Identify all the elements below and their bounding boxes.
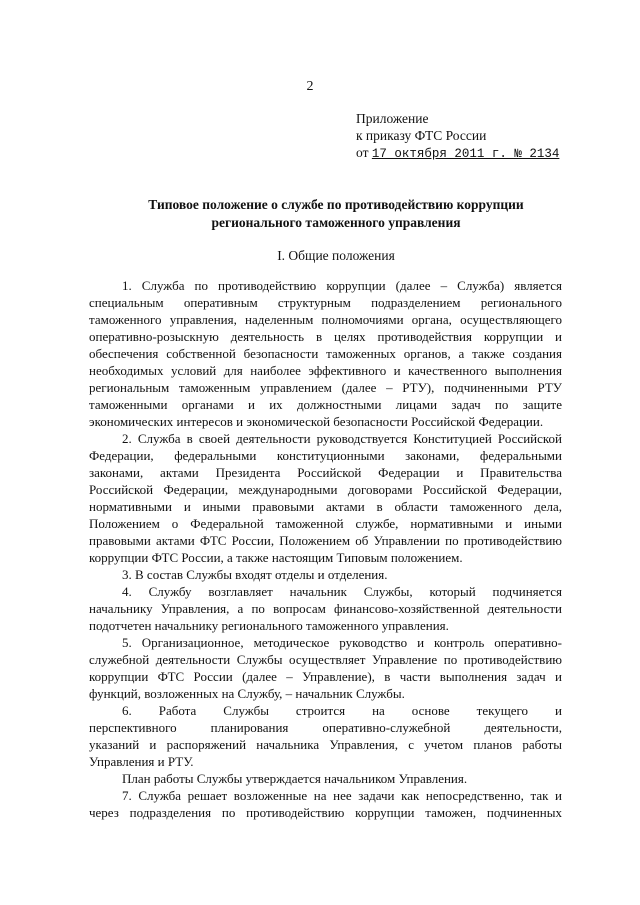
appendix-line-1: Приложение xyxy=(356,111,429,126)
body-line: коррупции ФТС России, а также настоящим Типовым положением. xyxy=(89,550,463,565)
document-title-line-2: регионального таможенного управления xyxy=(211,215,461,230)
body-line: указаний и распоряжений начальника Управления, с учетом планов работы xyxy=(89,737,562,752)
body-line: перспективного планирования оперативно-служебной деятельности, xyxy=(89,720,562,735)
body-line: коррупции ФТС России (далее – Управление), в части выполнения задач и xyxy=(89,669,562,684)
appendix-block xyxy=(356,110,559,163)
document-title-line-1: Типовое положение о службе по противодействию коррупции xyxy=(148,197,524,212)
body-line: 6. Работа Службы строится на основе текущего и xyxy=(122,703,562,718)
body-line: 4. Службу возглавляет начальник Службы, который подчиняется xyxy=(122,584,562,599)
body-line: нормативными и иными правовыми актами в области таможенного дела, xyxy=(89,499,562,514)
body-line: Федерации, федеральными конституционными законами, федеральными xyxy=(89,448,562,463)
body-line: региональным таможенным управлением (далее – РТУ), подчиненными РТУ xyxy=(89,380,562,395)
body-line: через подразделения по противодействию коррупции таможен, подчиненных xyxy=(89,805,562,820)
body-line: 3. В состав Службы входят отделы и отделения. xyxy=(122,567,388,582)
body-line: Положением о Федеральной таможенной службе, нормативными и иными xyxy=(89,516,562,531)
body-line: специальным оперативным структурным подразделением регионального xyxy=(89,295,562,310)
body-line: таможенного управления, наделенным полномочиями органа, осуществляющего xyxy=(89,312,562,327)
document-body xyxy=(89,277,562,821)
body-line: 5. Организационное, методическое руководство и контроль оперативно- xyxy=(122,635,562,650)
body-line: 2. Служба в своей деятельности руководствуется Конституцией Российской xyxy=(122,431,562,446)
body-line: Российской Федерации, международными договорами Российской Федерации, xyxy=(89,482,562,497)
page-number: 2 xyxy=(306,79,314,94)
body-line: экономических интересов и экономической безопасности Российской Федерации. xyxy=(89,414,544,429)
body-line: необходимых условий для наиболее эффективного и качественного выполнения xyxy=(89,363,562,378)
body-line: функций, возложенных на Службу, – начальник Службы. xyxy=(89,686,405,701)
body-line: правовыми актами ФТС России, Положением об Управлении по противодействию xyxy=(89,533,562,548)
appendix-order-date: 17 октября 2011 г. № 2134 xyxy=(371,147,560,161)
body-line: 1. Служба по противодействию коррупции (далее – Служба) является xyxy=(122,278,562,293)
body-line: начальнику Управления, а по вопросам финансово-хозяйственной деятельности xyxy=(89,601,562,616)
appendix-date-prefix: от xyxy=(356,145,369,160)
body-line: План работы Службы утверждается начальником Управления. xyxy=(122,771,468,786)
body-line: 7. Служба решает возложенные на нее задачи как непосредственно, так и xyxy=(122,788,562,803)
body-line: подотчетен начальнику регионального таможенного управления. xyxy=(89,618,449,633)
document-title xyxy=(110,196,562,232)
body-line: оперативно-розыскную деятельность в целях противодействия коррупции и xyxy=(89,329,562,344)
body-line: законами, актами Президента Российской Федерации и Правительства xyxy=(89,465,562,480)
appendix-line-2: к приказу ФТС России xyxy=(356,128,487,143)
body-line: Управления и РТУ. xyxy=(89,754,194,769)
body-line: таможенными органами и их должностными лицами задач по защите xyxy=(89,397,562,412)
body-line: служебной деятельности Службы осуществляет Управление по противодействию xyxy=(89,652,562,667)
section-heading: I. Общие положения xyxy=(277,248,395,263)
body-line: обеспечения собственной безопасности таможенных органов, а также создания xyxy=(89,346,562,361)
appendix-line-3 xyxy=(356,144,559,163)
